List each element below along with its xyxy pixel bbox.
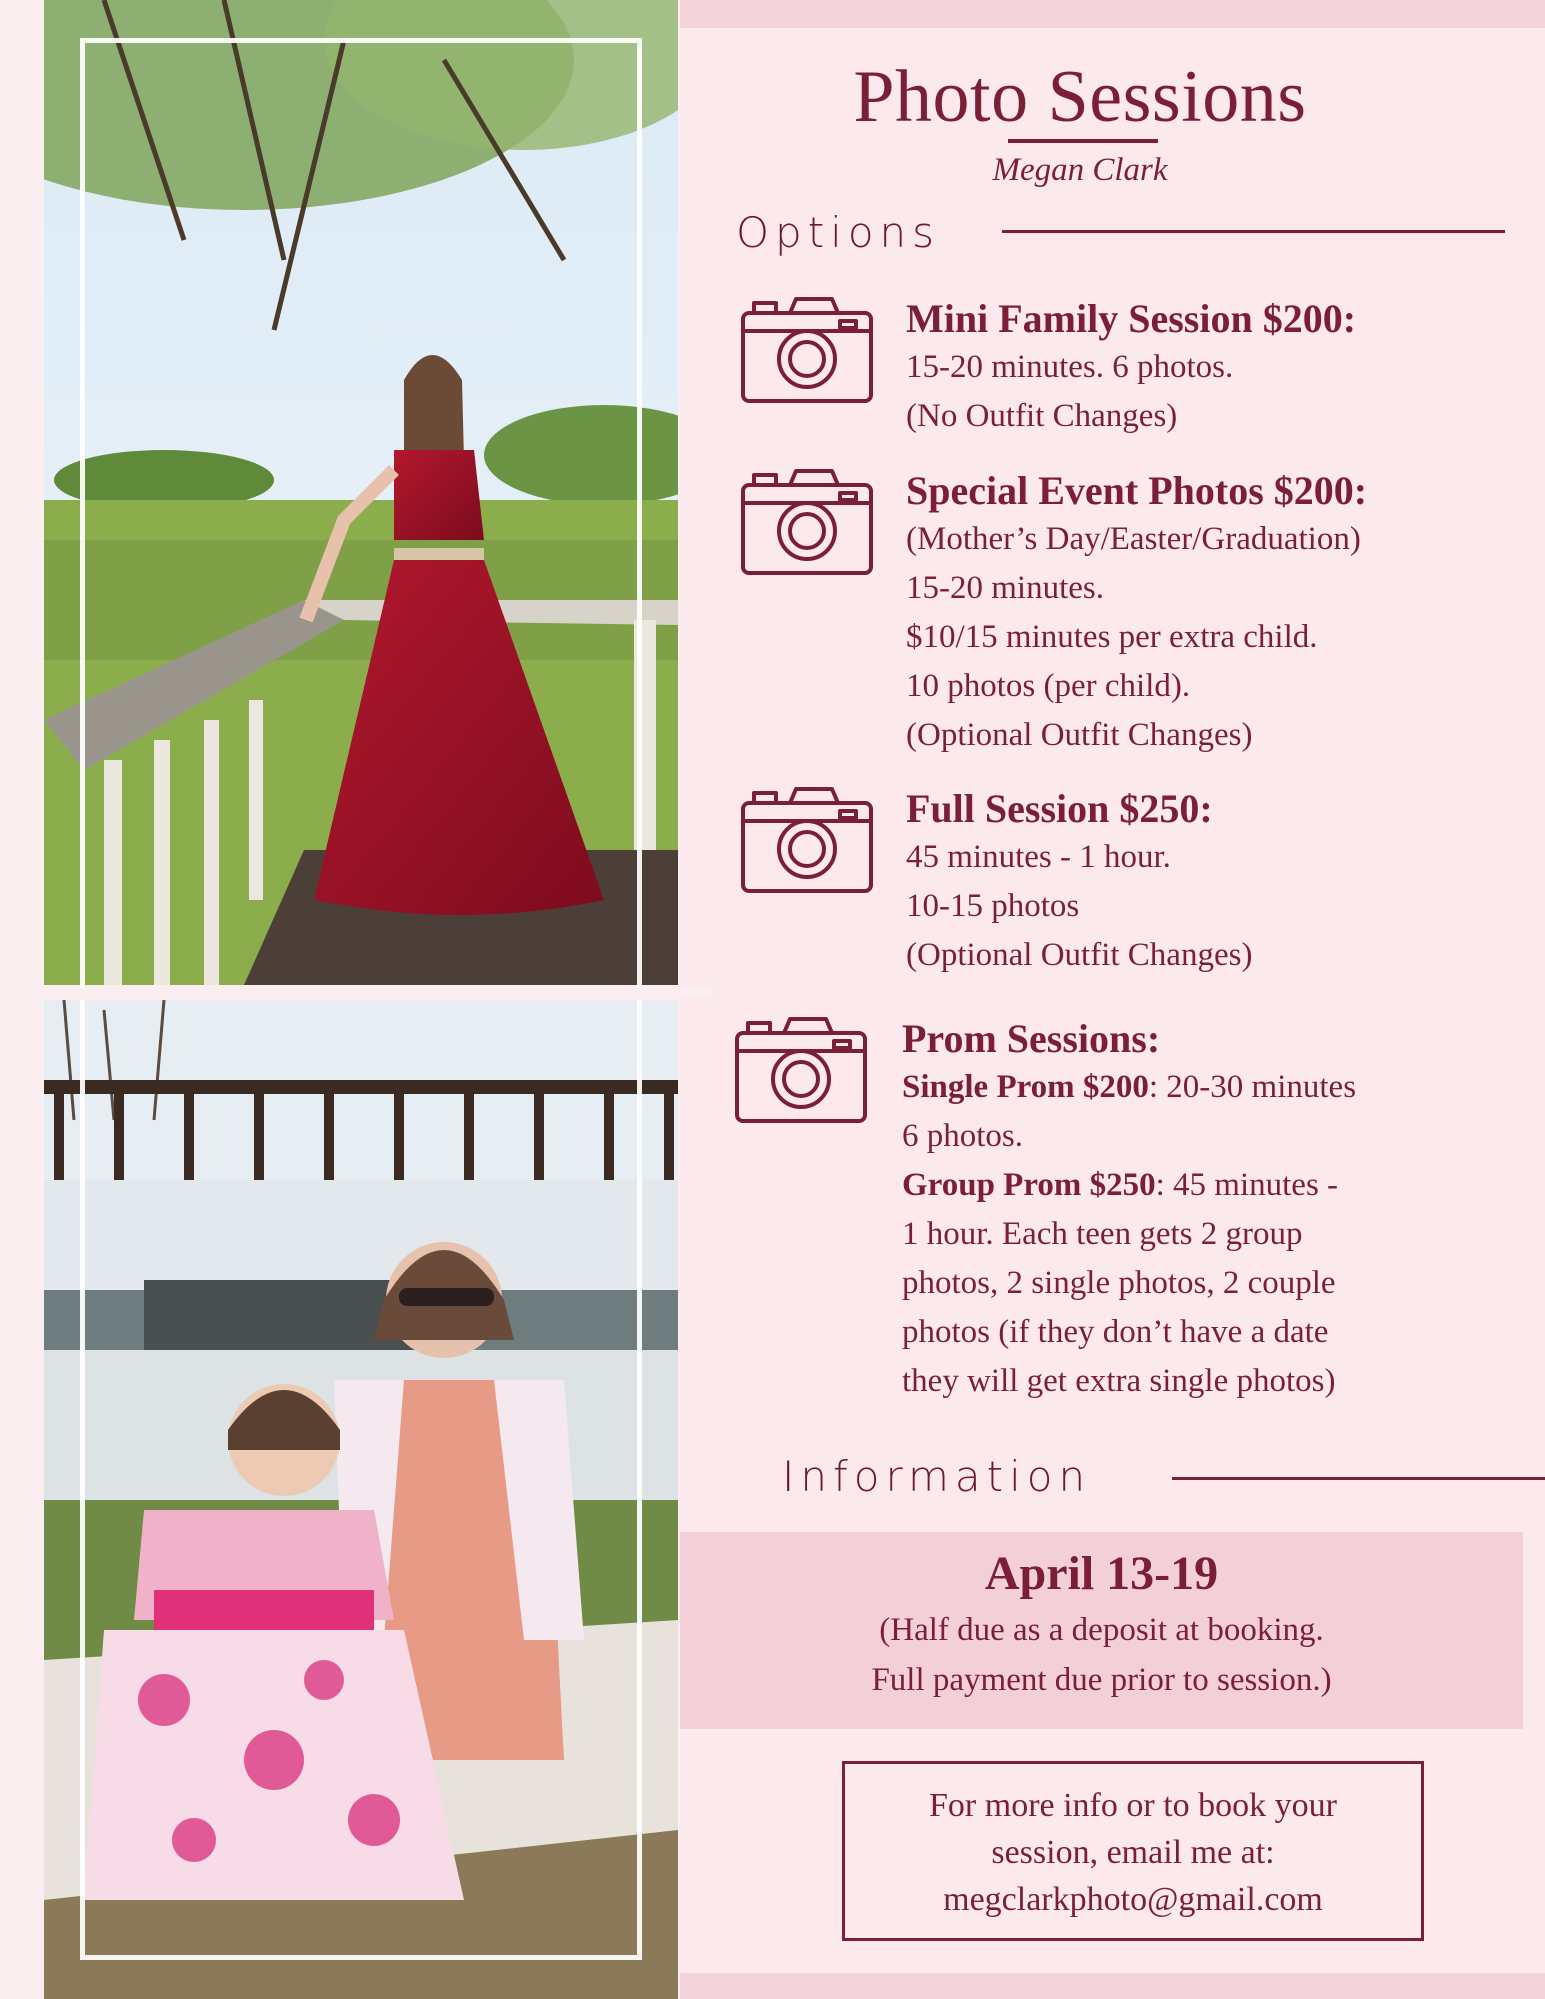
information-heading: Information bbox=[782, 1452, 1092, 1501]
option-line: 6 photos. bbox=[902, 1118, 1024, 1154]
option-line: 15-20 minutes. 6 photos. bbox=[906, 349, 1234, 385]
option-line: 15-20 minutes. bbox=[906, 570, 1104, 606]
contact-email[interactable]: megclarkphoto@gmail.com bbox=[943, 1881, 1323, 1918]
contact-line2: session, email me at: bbox=[991, 1834, 1275, 1871]
camera-icon bbox=[740, 295, 874, 405]
photo-frame-top bbox=[80, 38, 642, 988]
contact-box bbox=[842, 1761, 1424, 1941]
camera-icon bbox=[740, 467, 874, 577]
option-line: (Optional Outfit Changes) bbox=[906, 717, 1253, 753]
payment-note-line2: Full payment due prior to session.) bbox=[871, 1662, 1332, 1698]
photographer-name: Megan Clark bbox=[992, 152, 1168, 188]
payment-note-line1: (Half due as a deposit at booking. bbox=[879, 1612, 1324, 1648]
options-rule bbox=[1002, 230, 1505, 233]
option-title: Prom Sessions: bbox=[902, 1016, 1161, 1061]
option-line: photos (if they don’t have a date bbox=[902, 1314, 1329, 1350]
title-underline bbox=[1008, 139, 1158, 143]
option-line: (Mother’s Day/Easter/Graduation) bbox=[906, 521, 1361, 557]
camera-icon bbox=[734, 1015, 868, 1125]
option-line: (Optional Outfit Changes) bbox=[906, 937, 1253, 973]
camera-icon bbox=[740, 785, 874, 895]
photo-separator bbox=[0, 987, 712, 998]
option-line: photos, 2 single photos, 2 couple bbox=[902, 1265, 1336, 1301]
option-line: (No Outfit Changes) bbox=[906, 398, 1178, 434]
session-dates: April 13-19 bbox=[984, 1547, 1219, 1600]
information-box bbox=[680, 1532, 1523, 1729]
option-line: 45 minutes - 1 hour. bbox=[906, 839, 1171, 875]
single-prom-text: : 20-30 minutes bbox=[1148, 1069, 1357, 1105]
option-title: Mini Family Session $200: bbox=[906, 296, 1357, 341]
photo-frame-bottom bbox=[80, 1000, 642, 1960]
group-prom-text: : 45 minutes - bbox=[1155, 1167, 1339, 1203]
contact-line1: For more info or to book your bbox=[929, 1787, 1337, 1824]
bottom-band bbox=[680, 1973, 1545, 1999]
option-title: Full Session $250: bbox=[906, 786, 1213, 831]
option-line: they will get extra single photos) bbox=[902, 1363, 1336, 1399]
group-prom-line bbox=[902, 1161, 1542, 1210]
single-prom-line bbox=[902, 1063, 1542, 1112]
option-line: 10 photos (per child). bbox=[906, 668, 1191, 704]
option-line: 10-15 photos bbox=[906, 888, 1080, 924]
information-rule bbox=[1172, 1477, 1545, 1480]
options-heading: Options bbox=[736, 208, 941, 257]
page-title: Photo Sessions bbox=[853, 56, 1307, 138]
option-line: $10/15 minutes per extra child. bbox=[906, 619, 1318, 655]
option-line: 1 hour. Each teen gets 2 group bbox=[902, 1216, 1303, 1252]
group-prom-label: Group Prom $250 bbox=[902, 1167, 1156, 1203]
single-prom-label: Single Prom $200 bbox=[902, 1069, 1149, 1105]
option-title: Special Event Photos $200: bbox=[906, 468, 1368, 513]
top-band bbox=[680, 0, 1545, 28]
